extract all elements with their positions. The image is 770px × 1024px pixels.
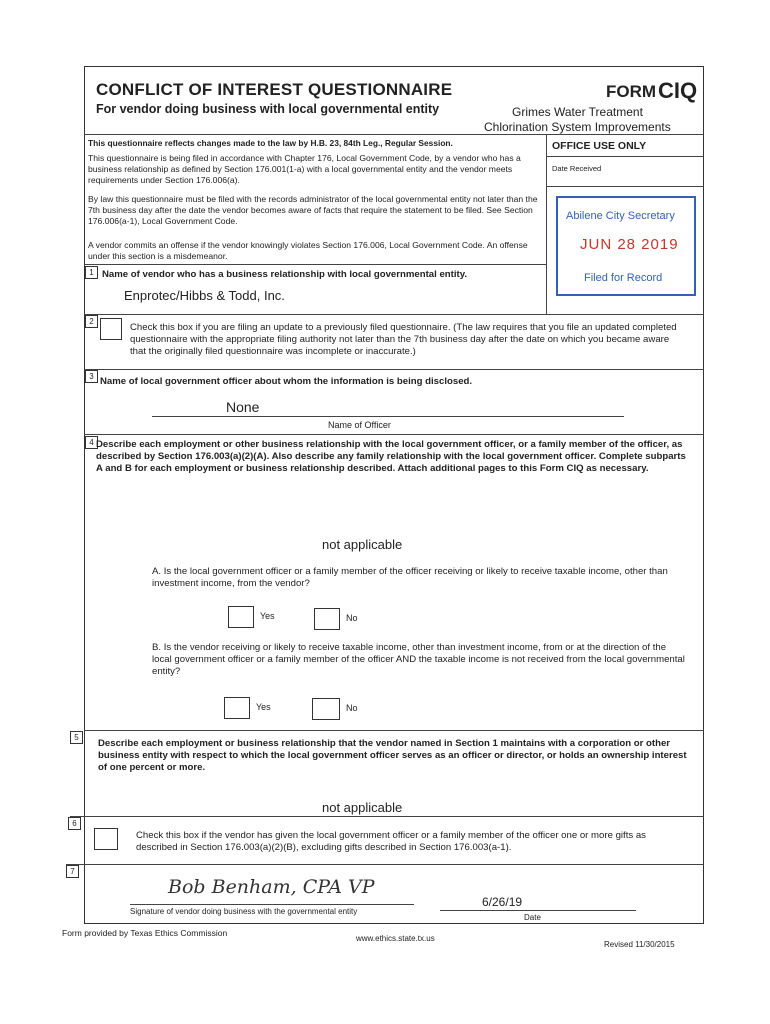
section-4-label: Describe each employment or other business relationship with the local government officer, or a family member of the officer, as described by Section 176.003(a)(2)(A). Also describe any family relationship with the local government officer. Complete subparts A and B for each employment or business relationship described. Attach additional pages to this Form CIQ as necessary. [96,439,686,474]
question-b: B. Is the vendor receiving or likely to receive taxable income, other than investment income, from or at the direction of the local government officer or a family member of the officer AND the taxable income is not received from the local governmental entity? [152,642,685,677]
section-1-label: Name of vendor who has a business relationship with local governmental entity. [102,269,467,280]
section-2-rule [84,314,704,315]
stamp-filed: Filed for Record [584,272,663,284]
officer-name-line [152,416,624,417]
section-5-number: 5 [70,731,83,744]
question-a-yes-label: Yes [260,611,275,621]
date-line [440,910,636,911]
intro-paragraph-4: A vendor commits an offense if the vendor knowingly violates Section 176.006, Local Government Code. An offense under this section is a misdemeanor. [88,240,528,261]
question-b-yes-checkbox[interactable] [224,697,250,719]
section-5-rule [84,730,704,731]
filed-stamp [556,196,696,296]
section-7-rule [66,864,704,865]
section-6-label: Check this box if the vendor has given the local government officer or a family member of the officer one or more gifts as described in Section 176.003(a)(2)(B), excluding gifts described in Section 176.003(a-1). [136,830,646,853]
section-6-number: 6 [68,817,81,830]
section-3-rule [84,369,704,370]
section-6-rule [70,816,704,817]
section-4-value: not applicable [322,537,403,552]
form-title: CONFLICT OF INTEREST QUESTIONNAIRE [96,80,453,99]
section-4-rule [84,434,704,435]
question-b-yes-label: Yes [256,702,271,712]
section-2-number: 2 [85,315,98,328]
section-1-rule [84,264,546,265]
signature-line [130,904,414,905]
footer-url[interactable]: www.ethics.state.tx.us [356,934,435,943]
date-caption: Date [524,913,541,922]
header-divider [84,134,704,135]
update-checkbox[interactable] [100,318,122,340]
question-a-no-checkbox[interactable] [314,608,340,630]
footer-revised: Revised 11/30/2015 [604,940,675,949]
section-1-number: 1 [85,266,98,279]
date-received-rule [546,186,704,187]
section-5-value: not applicable [322,800,403,815]
intro-paragraph-3: By law this questionnaire must be filed with the records administrator of the local governmental entity not later than the 7th business day after the date the vendor becomes aware of facts that require the statement to be filed. See Section 176.006(a-1), Local Government Code. [88,194,538,226]
stamp-date: JUN 28 2019 [580,236,679,253]
vendor-name-value: Enprotec/Hibbs & Todd, Inc. [124,288,285,303]
office-use-heading: OFFICE USE ONLY [552,140,647,152]
question-b-no-checkbox[interactable] [312,698,340,720]
gifts-checkbox[interactable] [94,828,118,850]
section-7-number: 7 [66,865,79,878]
intro-paragraph-2: This questionnaire is being filed in accordance with Chapter 176, Local Government Code, by a vendor who has a business relationship as defined by Section 176.001(1-a) with a local governmental entity and the vendor meets requirements under Section 176.006(a). [88,153,521,185]
office-use-rule [546,156,704,157]
officer-name-caption: Name of Officer [328,420,391,430]
section-4-number: 4 [85,436,98,449]
form-code: CIQ [658,78,698,103]
officer-name-value: None [226,399,260,415]
stamp-org: Abilene City Secretary [566,210,675,222]
intro-paragraph-1: This questionnaire reflects changes made to the law by H.B. 23, 84th Leg., Regular Session. [88,138,453,148]
office-use-divider [546,134,547,314]
signature-date: 6/26/19 [482,895,523,909]
question-a-no-label: No [346,613,358,623]
form-label: FORM [606,82,657,101]
question-a: A. Is the local government officer or a family member of the officer receiving or likely to receive taxable income, other than investment income, from the vendor? [152,566,668,589]
section-3-label: Name of local government officer about whom the information is being disclosed. [100,376,473,387]
project-line-1: Grimes Water Treatment [512,105,643,119]
question-b-no-label: No [346,703,358,713]
section-2-label: Check this box if you are filing an update to a previously filed questionnaire. (The law requires that you file an updated completed questionnaire with the appropriate filing authority not later than the 7th business day after the date on which you became aware that the originally filed questionnaire was incomplete or inaccurate.) [130,322,677,357]
question-a-yes-checkbox[interactable] [228,606,254,628]
project-line-2: Chlorination System Improvements [484,120,671,134]
section-3-number: 3 [85,370,98,383]
signature-caption: Signature of vendor doing business with the governmental entity [130,907,358,916]
section-5-label: Describe each employment or business relationship that the vendor named in Section 1 maintains with a corporation or other business entity with respect to which the local government officer serves as an officer or director, or holds an ownership interest of one percent or more. [98,738,687,773]
vendor-signature: Bob Benham, CPA VP [168,876,375,898]
form-subtitle: For vendor doing business with local governmental entity [96,102,440,116]
footer-provided-by: Form provided by Texas Ethics Commission [62,928,228,938]
date-received-label: Date Received [552,164,602,173]
